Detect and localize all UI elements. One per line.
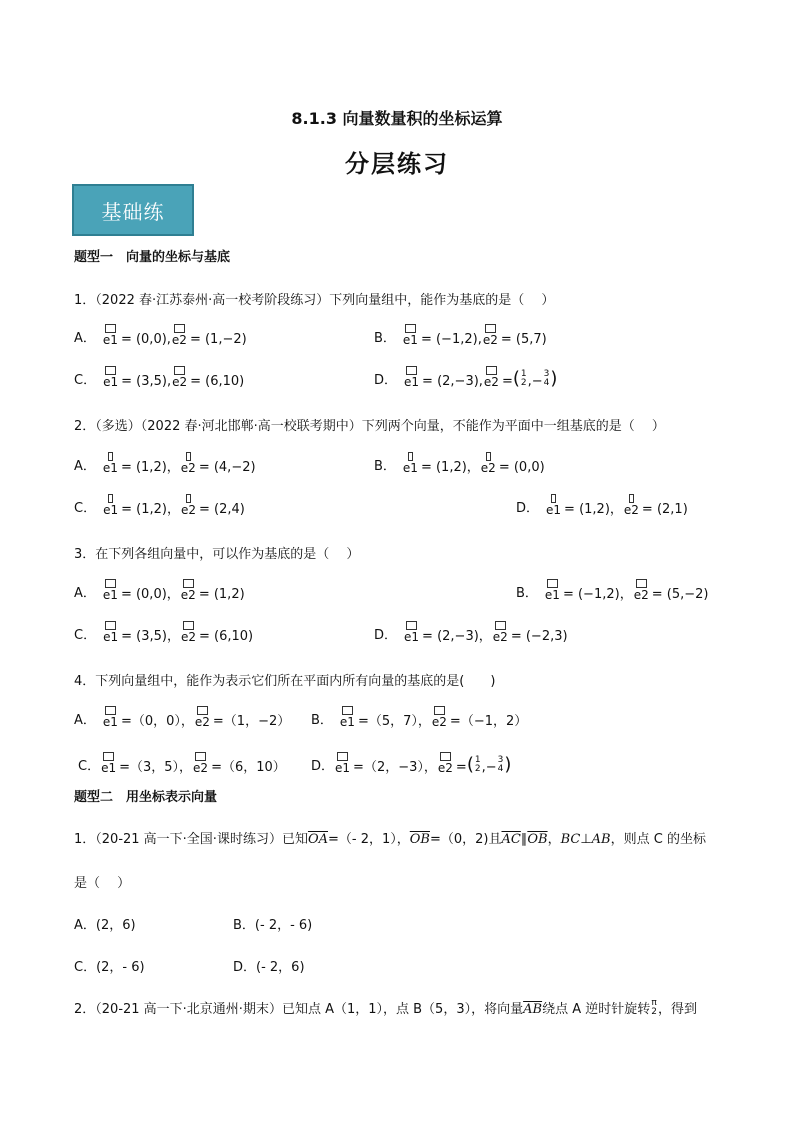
vector-name: e1 (102, 715, 118, 729)
q4-option-b (311, 706, 527, 728)
fraction: 1 2 (520, 369, 527, 388)
section-heading-2: 题型二 用坐标表示向量 (74, 790, 218, 805)
vector-ab: $\overline{AB}$ (523, 1002, 543, 1017)
vector-name: e1 (103, 630, 119, 644)
option-letter: B． (311, 713, 333, 728)
arrow-placeholder-icon (105, 706, 116, 715)
vector-value: = (6,10) (198, 629, 254, 644)
vector-value: =（5，7）， (357, 714, 431, 729)
page-subtitle: 分层练习 (345, 150, 449, 178)
question-4-stem: 4．下列向量组中，能作为表示它们所在平面内所有向量的基底的是( ) (74, 674, 496, 689)
q3-option-a (74, 579, 245, 601)
vector-name: e1 (103, 375, 119, 389)
arrow-placeholder-icon (105, 324, 116, 333)
vector-name: e2 (482, 333, 498, 347)
vector-value: = (1,−2) (189, 332, 247, 347)
vector-e1 (103, 324, 118, 346)
option-letter: B． (374, 459, 396, 474)
fraction: π 2 (651, 998, 657, 1017)
option-letter: B． (374, 331, 396, 346)
option-letter: D． (374, 628, 398, 643)
q2-option-c (74, 494, 245, 516)
vector-e1 (101, 752, 116, 774)
arrow-placeholder-icon (197, 706, 208, 715)
vector-value: =（2，−3）， (353, 760, 437, 775)
vector-value: = (2,−3)， (422, 629, 492, 644)
option-letter: D． (516, 501, 540, 516)
vector-value: =（6，10） (211, 760, 286, 775)
arrow-placeholder-icon (485, 324, 496, 333)
vector-name: e2 (431, 715, 447, 729)
vector-name: e2 (633, 588, 649, 602)
arrow-placeholder-icon (440, 752, 451, 761)
vector-value: = (3,5), (121, 374, 172, 389)
parallel-symbol: ∥ (520, 832, 528, 847)
t2q1-option-c: C．(2，- 6) (74, 960, 145, 975)
vector-value: =（1，−2） (212, 714, 291, 729)
option-letter: A． (74, 459, 96, 474)
vector-value: = (3,5)， (121, 629, 180, 644)
vector-e1 (404, 621, 419, 643)
option-letter: A． (74, 331, 96, 346)
arrow-placeholder-icon (105, 366, 116, 375)
arrow-placeholder-icon (186, 452, 191, 461)
fraction: 3 4 (543, 369, 550, 388)
arrow-placeholder-icon (105, 621, 116, 630)
arrow-placeholder-icon (337, 752, 348, 761)
vector-value: = (1,2)， (420, 460, 480, 475)
vector-name: e1 (335, 761, 351, 775)
vector-e2 (438, 752, 453, 774)
t2-question-1-stem: 1．（20-21 高一下·全国·课时练习）已知$\overline{OA}=(-$ 2，1），$\overline{OB}=(0$，2)且$\overline{AC}\parallel\overline{OB}$，BC⊥AB，则点 C 的坐标 (74, 832, 706, 847)
q1-option-c (74, 366, 244, 388)
vector-name: e1 (402, 333, 418, 347)
segment-bc: BC (560, 832, 581, 847)
vector-value: = (1,2)， (120, 460, 180, 475)
arrow-placeholder-icon (342, 706, 353, 715)
t2-question-2-stem: 2．（20-21 高一下·北京通州·期末）已知点 A（1，1），点 B（5，3），将向量 $\overline{AB}$ 绕点 A 逆时针旋转 π 2 ，得到 (74, 998, 697, 1017)
q4-option-d: D． e1 =（2，−3）， e2 = ( 1 2 ,− 3 4 ) (311, 754, 512, 775)
option-letter: C． (78, 759, 101, 774)
question-3-stem: 3．在下列各组向量中，可以作为基底的是（ ） (74, 547, 360, 562)
t2-question-1-stem-line2: 是（ ） (74, 876, 131, 891)
vector-e2 (193, 752, 208, 774)
vector-ob: $\overline{OB}$ (527, 832, 548, 847)
arrow-placeholder-icon (406, 366, 417, 375)
arrow-placeholder-icon (408, 452, 413, 461)
vector-name: e2 (437, 761, 453, 775)
arrow-placeholder-icon (183, 621, 194, 630)
vector-value: = (5,−2) (651, 587, 709, 602)
vector-name: e1 (101, 761, 117, 775)
page-title: 8.1.3 向量数量积的坐标运算 (291, 109, 503, 128)
vector-e1 (546, 494, 561, 516)
option-letter: C． (74, 628, 97, 643)
option-letter: C． (74, 501, 97, 516)
vector-name: e1 (402, 461, 418, 475)
q2-option-a (74, 452, 256, 474)
vector-e1 (103, 366, 118, 388)
vector-name: e2 (180, 630, 196, 644)
vector-value: = (6,10) (190, 374, 245, 389)
arrow-placeholder-icon (405, 324, 416, 333)
vector-value: = (2,−3), (422, 374, 483, 389)
vector-oa: $\overline{OA}$ (307, 832, 328, 847)
vector-e1 (340, 706, 355, 728)
vector-name: e1 (544, 588, 560, 602)
vector-name: e2 (492, 630, 508, 644)
vector-value: = (4,−2) (198, 460, 256, 475)
vector-name: e1 (404, 630, 420, 644)
arrow-placeholder-icon (103, 752, 114, 761)
q1-option-d: D． e1 = (2,−3), e2 = ( 1 2 ,− 3 4 ) (374, 368, 558, 389)
vector-value: = (−1,2)， (562, 587, 633, 602)
vector-e1 (404, 366, 419, 388)
vector-e2 (483, 324, 498, 346)
vector-value: = (1,2)， (121, 502, 180, 517)
option-letter: D． (311, 759, 335, 774)
t2q1-option-b: B．(- 2，- 6) (233, 918, 313, 933)
arrow-placeholder-icon (105, 579, 116, 588)
arrow-placeholder-icon (108, 452, 113, 461)
vector-e1 (545, 579, 560, 601)
vector-name: e2 (180, 503, 196, 517)
vector-name: e2 (480, 461, 496, 475)
vector-e1 (403, 324, 418, 346)
q2-option-b (374, 452, 545, 474)
option-letter: D． (374, 373, 398, 388)
question-2-stem: 2．（多选）（2022 春·河北邯郸·高一校联考期中）下列两个向量，不能作为平面中一组基底的是（ ） (74, 419, 665, 434)
vector-value: = (1,2) (198, 587, 245, 602)
vector-name: e1 (103, 503, 119, 517)
vector-name: e2 (483, 375, 499, 389)
section-heading-1: 题型一 向量的坐标与基底 (74, 250, 231, 265)
fraction: 1 2 (474, 755, 481, 774)
vector-e2 (195, 706, 210, 728)
question-1-stem: 1．（2022 春·江苏泰州·高一校考阶段练习）下列向量组中，能作为基底的是（ ） (74, 293, 555, 308)
paren-open: ( (466, 754, 474, 775)
vector-e2 (172, 366, 187, 388)
vector-name: e1 (546, 503, 562, 517)
vector-e2 (484, 366, 499, 388)
vector-name: e2 (194, 715, 210, 729)
vector-e2 (634, 579, 649, 601)
vector-value: = (−2,3) (510, 629, 568, 644)
q1-option-a (74, 324, 247, 346)
vector-value: = (0,0), (120, 332, 171, 347)
segment-ab: AB (591, 832, 611, 847)
vector-value: =（−1，2） (449, 714, 528, 729)
vector-name: e1 (102, 588, 118, 602)
option-letter: C． (74, 373, 97, 388)
paren-close: ) (550, 368, 558, 389)
q3-option-d (374, 621, 568, 643)
vector-name: e1 (404, 375, 420, 389)
perp-symbol: ⊥ (580, 832, 592, 847)
arrow-placeholder-icon (636, 579, 647, 588)
vector-value: = (5,7) (500, 332, 547, 347)
arrow-placeholder-icon (547, 579, 558, 588)
vector-value: =（3，5）， (119, 760, 193, 775)
arrow-placeholder-icon (629, 494, 634, 503)
vector-name: e1 (102, 461, 118, 475)
vector-value: = (−1,2), (420, 332, 482, 347)
vector-name: e1 (339, 715, 355, 729)
arrow-placeholder-icon (183, 579, 194, 588)
vector-e1 (403, 452, 418, 474)
vector-e2 (432, 706, 447, 728)
vector-name: e2 (180, 461, 196, 475)
option-letter: A． (74, 586, 96, 601)
vector-value: = (0,0) (498, 460, 545, 475)
vector-e2 (181, 452, 196, 474)
t2q1-option-a: A．(2，6) (74, 918, 136, 933)
vector-value: =（0，0）， (120, 714, 194, 729)
vector-name: e2 (172, 375, 188, 389)
vector-e1 (103, 706, 118, 728)
level-badge: 基础练 (72, 184, 194, 236)
vector-value: = (2,4) (198, 502, 245, 517)
vector-name: e2 (171, 333, 187, 347)
paren-close: ) (504, 754, 512, 775)
arrow-placeholder-icon (186, 494, 191, 503)
vector-e2 (481, 452, 496, 474)
paren-open: ( (512, 368, 520, 389)
q1-option-b (374, 324, 547, 346)
option-letter: A． (74, 713, 96, 728)
vector-e2 (493, 621, 508, 643)
vector-value: = (2,1) (641, 502, 688, 517)
vector-ac: $\overline{AC}$ (501, 832, 521, 847)
t2q1-option-d: D．(- 2，6) (233, 960, 305, 975)
arrow-placeholder-icon (551, 494, 556, 503)
fraction: 3 4 (497, 755, 504, 774)
vector-e1 (103, 579, 118, 601)
vector-e2 (172, 324, 187, 346)
vector-value: = (455, 760, 467, 775)
arrow-placeholder-icon (495, 621, 506, 630)
q3-option-b (516, 579, 708, 601)
option-letter: B． (516, 586, 538, 601)
q4-option-a (74, 706, 290, 728)
vector-e1 (103, 452, 118, 474)
q3-option-c (74, 621, 253, 643)
vector-e1 (103, 494, 118, 516)
vector-e2 (181, 579, 196, 601)
vector-value: = (0,0)， (120, 587, 180, 602)
arrow-placeholder-icon (434, 706, 445, 715)
vector-value: = (1,2)， (564, 502, 623, 517)
arrow-placeholder-icon (486, 366, 497, 375)
vector-e1 (335, 752, 350, 774)
vector-e1 (103, 621, 118, 643)
q2-option-d (516, 494, 688, 516)
arrow-placeholder-icon (108, 494, 113, 503)
vector-name: e1 (102, 333, 118, 347)
vector-e2 (181, 494, 196, 516)
arrow-placeholder-icon (486, 452, 491, 461)
arrow-placeholder-icon (174, 366, 185, 375)
vector-name: e2 (180, 588, 196, 602)
arrow-placeholder-icon (195, 752, 206, 761)
q4-option-c (78, 752, 286, 774)
vector-e2 (181, 621, 196, 643)
vector-name: e2 (193, 761, 209, 775)
vector-e2 (624, 494, 639, 516)
vector-ob: $\overline{OB}$ (409, 832, 430, 847)
arrow-placeholder-icon (406, 621, 417, 630)
vector-value: = (501, 374, 513, 389)
arrow-placeholder-icon (174, 324, 185, 333)
vector-name: e2 (623, 503, 639, 517)
